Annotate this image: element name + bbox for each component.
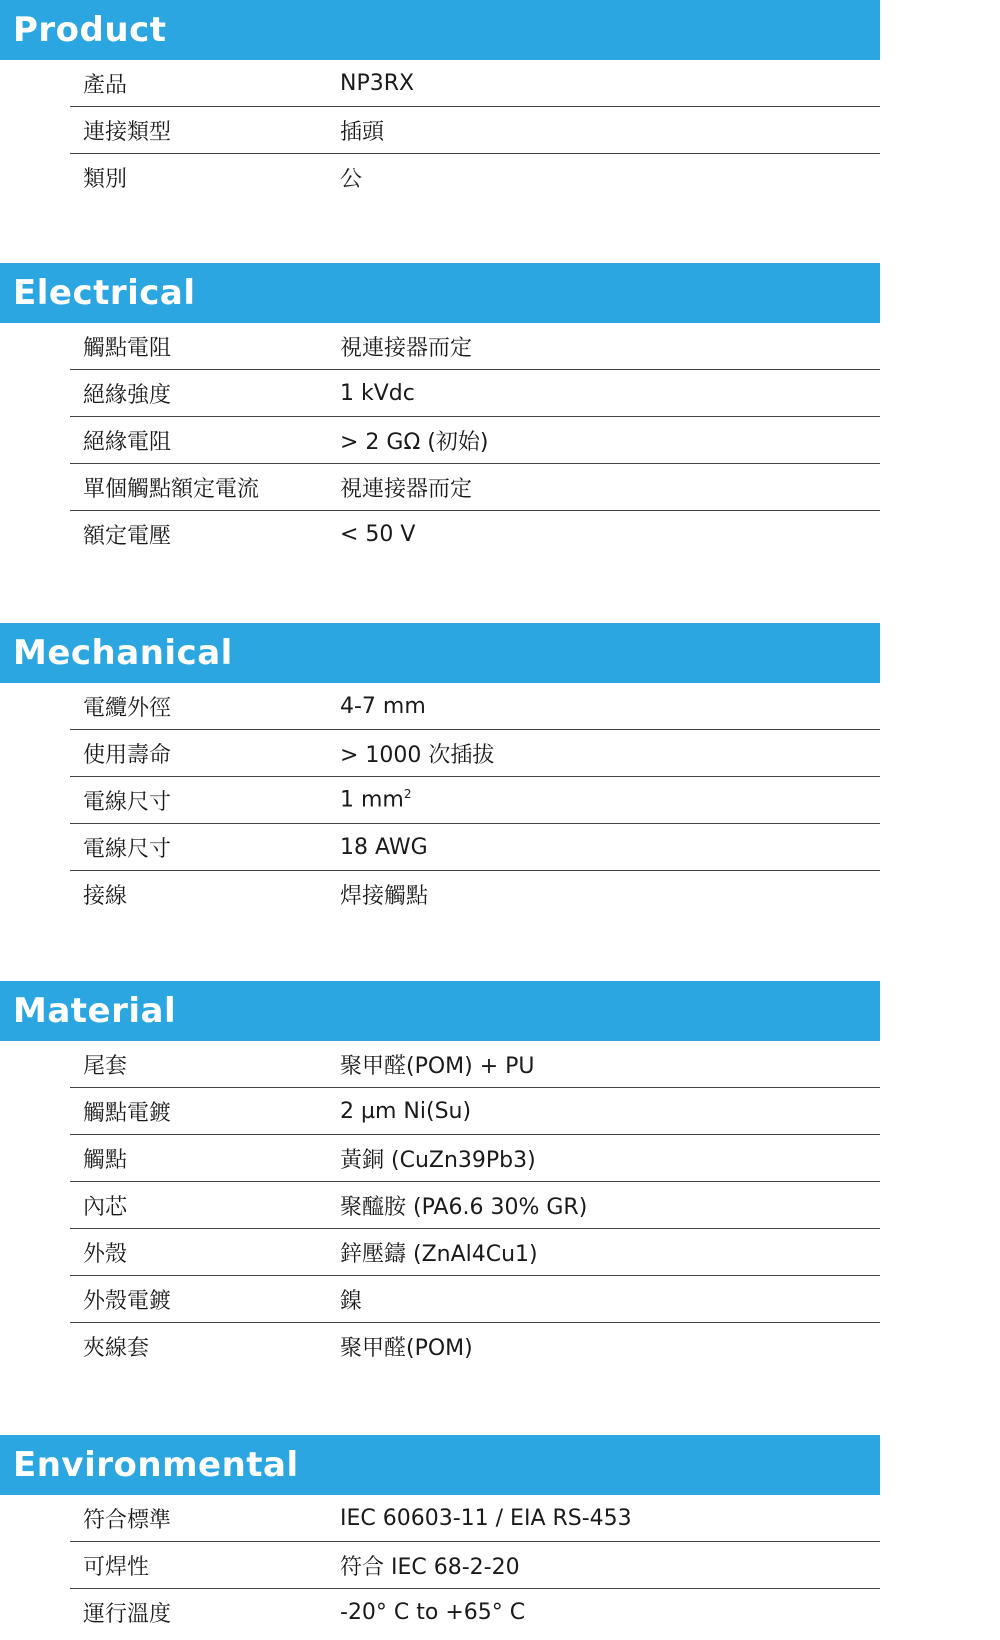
spec-label: 產品 [83,72,128,98]
spec-row [70,777,880,824]
section-electrical [0,263,880,558]
spec-label: 內芯 [83,1194,128,1220]
spec-label: 電纜外徑 [83,695,172,721]
spec-label: 單個觸點額定電流 [83,476,260,502]
spec-value: 鋅壓鑄 (ZnAl4Cu1) [340,1241,538,1267]
section-product [0,0,880,201]
spec-row [70,154,880,201]
spec-label: 絕緣強度 [83,382,172,408]
spec-row [70,370,880,417]
spec-row [70,1135,880,1182]
spec-table [70,683,880,918]
spec-label: 尾套 [83,1053,128,1079]
spec-table [70,1041,880,1370]
spec-row [70,871,880,918]
spec-value-text: 1 mm [340,787,404,813]
spec-label: 外殼電鍍 [83,1288,172,1314]
spec-label: 連接類型 [83,119,172,145]
spec-label: 觸點電鍍 [83,1100,172,1126]
spec-value: 視連接器而定 [340,476,473,502]
spec-label: 運行溫度 [83,1602,172,1627]
spec-label: 電線尺寸 [83,789,172,815]
section-material [0,981,880,1370]
spec-value: 1 kVdc [340,380,415,406]
spec-value: 鎳 [340,1288,363,1314]
section-title: Environmental [0,1435,880,1495]
spec-row [70,1276,880,1323]
spec-value: 黃銅 (CuZn39Pb3) [340,1147,536,1173]
section-mechanical [0,623,880,918]
spec-row [70,323,880,370]
spec-label: 使用壽命 [83,742,172,768]
spec-value: 視連接器而定 [340,335,473,361]
spec-label: 夾線套 [83,1336,150,1361]
spec-value: > 2 GΩ (初始) [340,429,489,455]
spec-row [70,1542,880,1589]
spec-value: < 50 V [340,522,416,547]
spec-table [70,1495,880,1636]
section-title: Mechanical [0,623,880,683]
spec-value: 2 µm Ni(Su) [340,1098,472,1124]
section-title: Material [0,981,880,1041]
spec-value: NP3RX [340,70,415,96]
spec-table [70,323,880,558]
spec-label: 類別 [83,167,128,192]
spec-row [70,1323,880,1370]
spec-row [70,1182,880,1229]
section-environmental [0,1435,880,1636]
spec-value: 18 AWG [340,834,428,860]
spec-value: 聚甲醛(POM) [340,1336,473,1361]
spec-value: 符合 IEC 68-2-20 [340,1554,520,1580]
spec-value: > 1000 次插拔 [340,742,495,768]
spec-label: 絕緣電阻 [83,429,172,455]
spec-value: 焊接觸點 [340,884,429,909]
spec-label: 電線尺寸 [83,836,172,862]
spec-row [70,464,880,511]
spec-row [70,1229,880,1276]
spec-value: 公 [340,167,363,192]
spec-row [70,511,880,558]
spec-row [70,417,880,464]
spec-row [70,730,880,777]
superscript: 2 [403,787,412,802]
spec-label: 可焊性 [83,1554,150,1580]
spec-label: 外殼 [83,1241,128,1267]
spec-value: -20° C to +65° C [340,1600,526,1625]
spec-table [70,60,880,201]
spec-value: 聚醯胺 (PA6.6 30% GR) [340,1194,588,1220]
spec-value [340,787,880,812]
spec-value: 插頭 [340,119,385,145]
spec-label: 符合標準 [83,1507,172,1533]
spec-value: 4-7 mm [340,693,426,719]
spec-row [70,1041,880,1088]
section-title: Electrical [0,263,880,323]
spec-label: 接線 [83,884,128,909]
spec-value: 聚甲醛(POM) + PU [340,1053,535,1079]
spec-value: IEC 60603-11 / EIA RS-453 [340,1505,632,1531]
spec-row [70,1495,880,1542]
spec-row [70,1589,880,1636]
spec-label: 觸點 [83,1147,128,1173]
spec-row [70,824,880,871]
spec-row [70,1088,880,1135]
spec-label: 觸點電阻 [83,335,172,361]
spec-label: 額定電壓 [83,524,172,549]
section-title: Product [0,0,880,60]
spec-row [70,683,880,730]
spec-row [70,107,880,154]
spec-row [70,60,880,107]
